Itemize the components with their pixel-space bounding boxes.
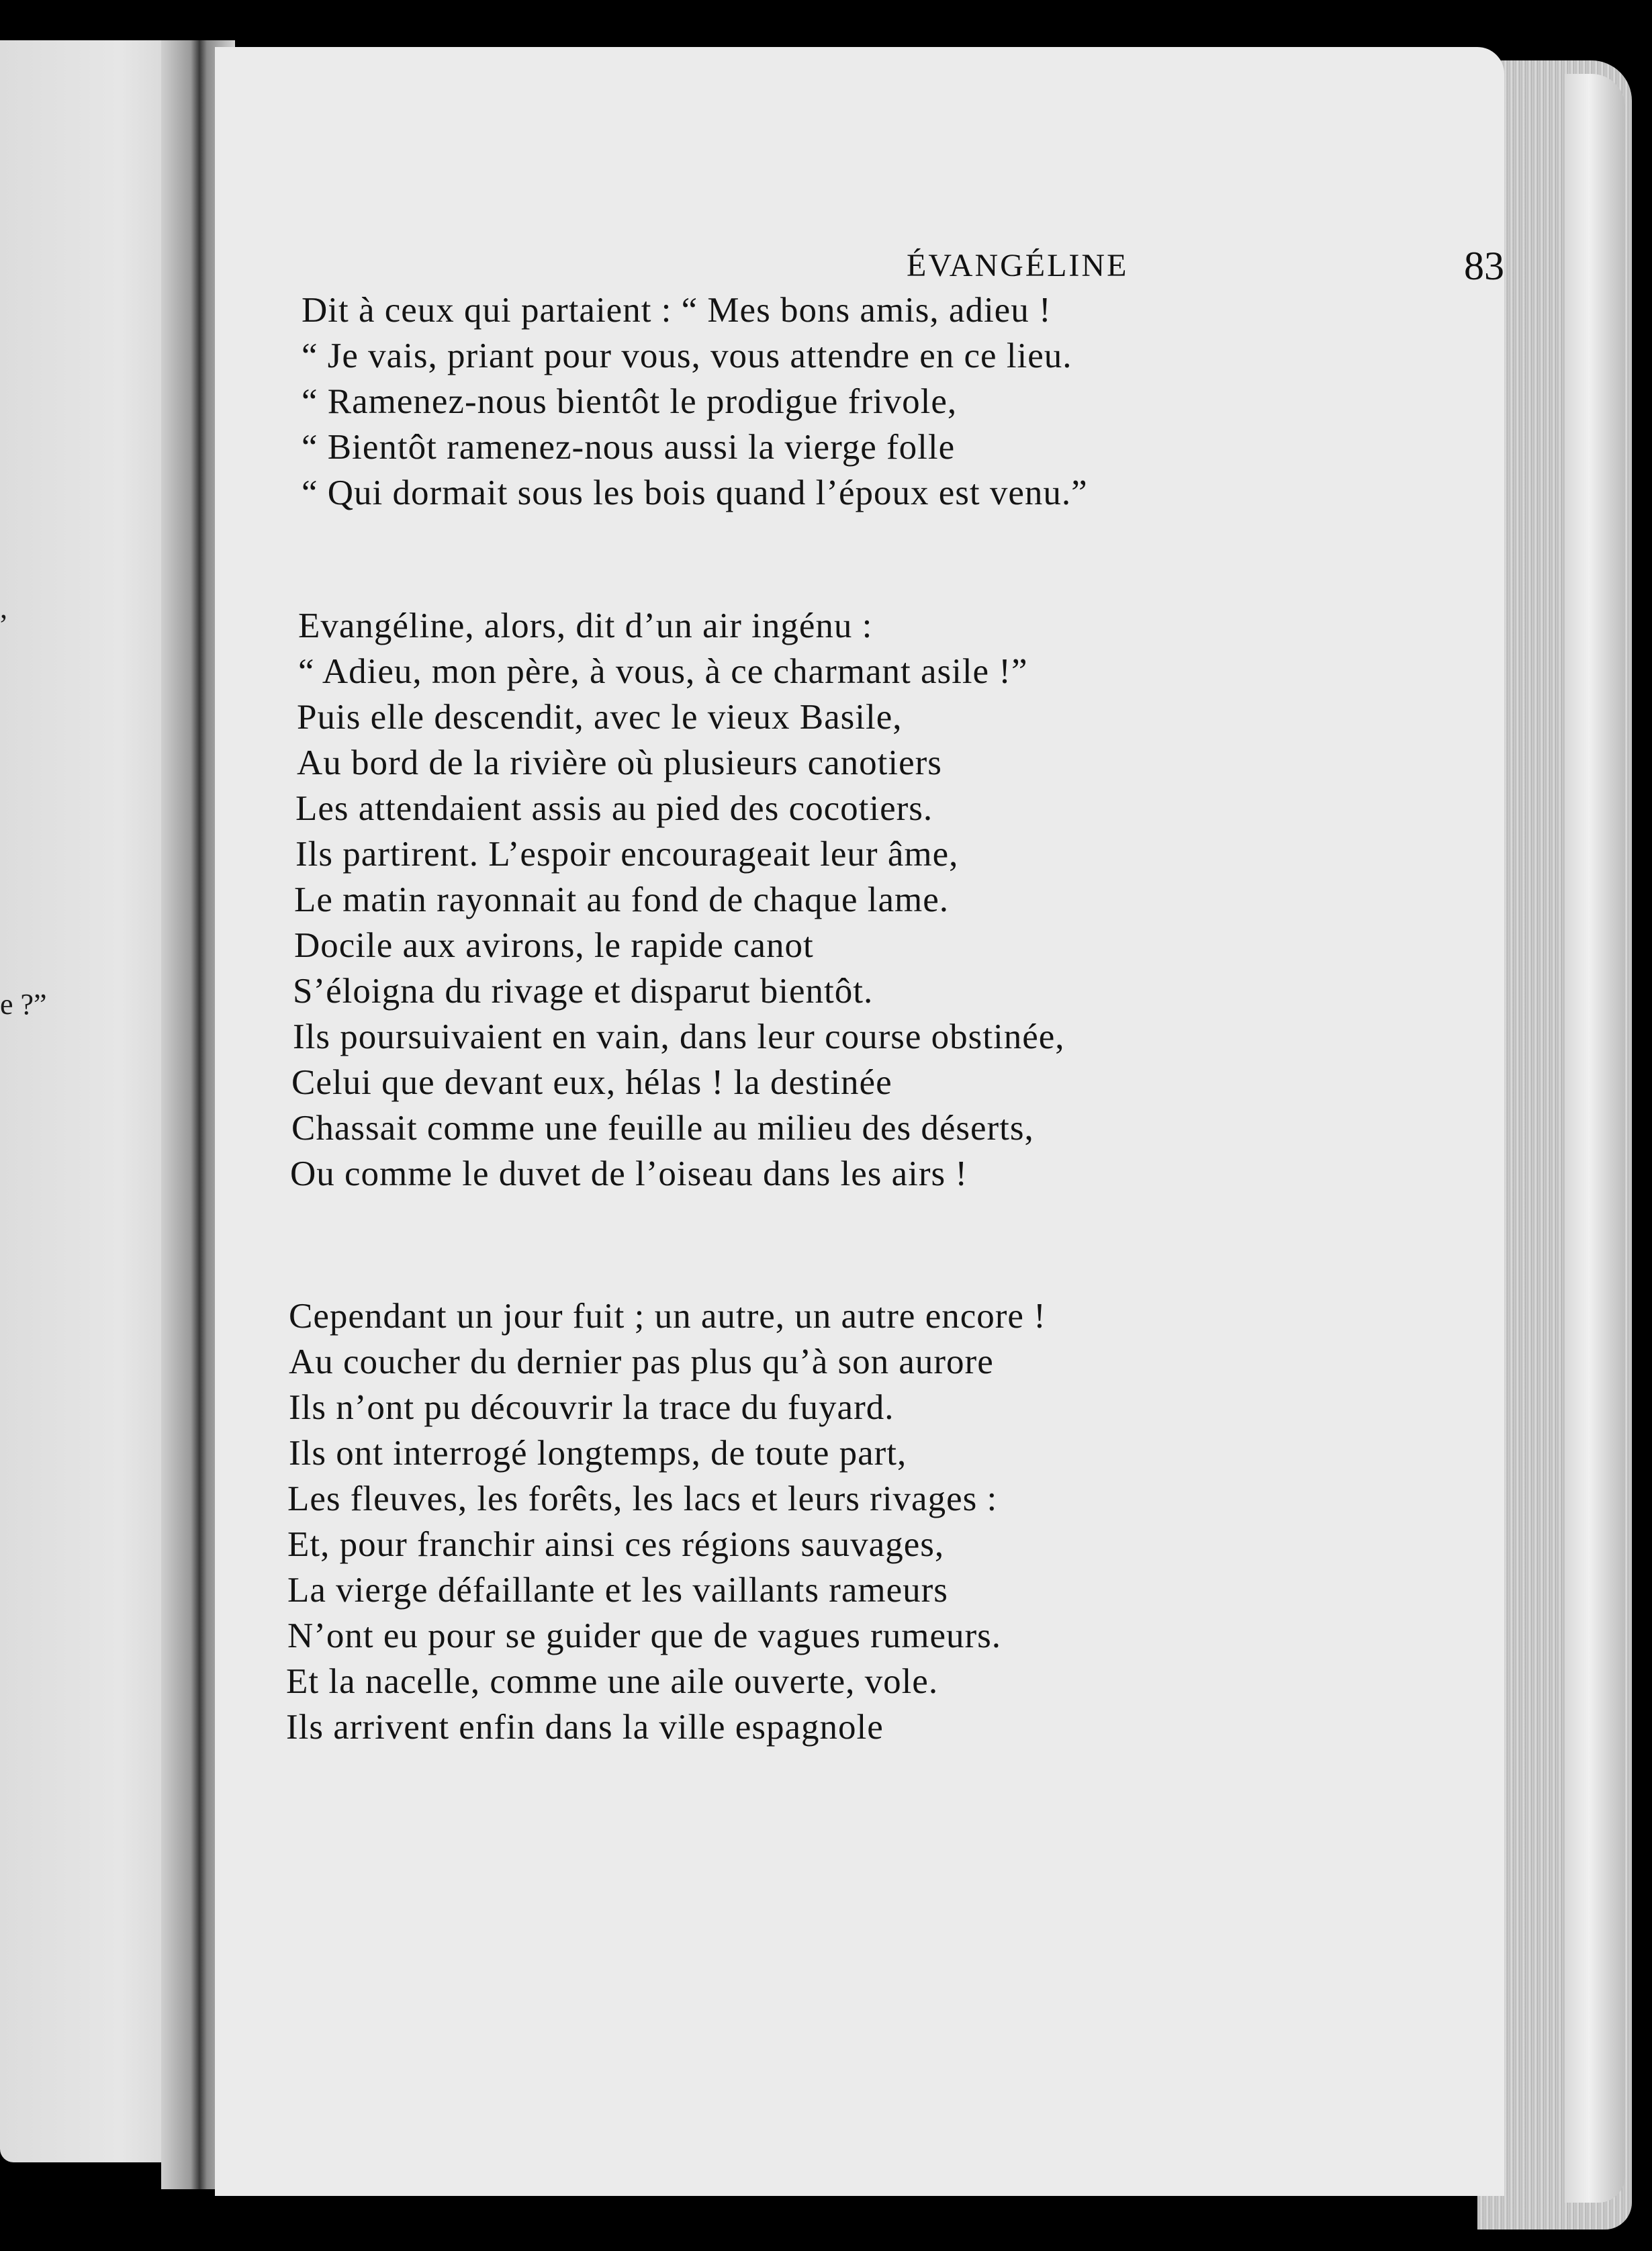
verse-line: “ Bientôt ramenez-nous aussi la vierge folle bbox=[302, 428, 956, 467]
verse-line: Cependant un jour fuit ; un autre, un autre encore ! bbox=[289, 1297, 1046, 1336]
left-page-quote: e ?” bbox=[0, 988, 47, 1021]
verse-line: Chassait comme une feuille au milieu des déserts, bbox=[291, 1109, 1034, 1148]
verse-line: Ils poursuivaient en vain, dans leur course obstinée, bbox=[293, 1017, 1065, 1056]
verse-line: “ Je vais, priant pour vous, vous attendre en ce lieu. bbox=[302, 336, 1072, 375]
verse-line: Celui que devant eux, hélas ! la destinée bbox=[291, 1063, 892, 1102]
verse-line: “ Adieu, mon père, à vous, à ce charmant asile !” bbox=[298, 652, 1028, 691]
verse-line: “ Qui dormait sous les bois quand l’époux est venu.” bbox=[302, 473, 1088, 512]
verse-line: Et, pour franchir ainsi ces régions sauvages, bbox=[287, 1525, 945, 1564]
verse-line: Puis elle descendit, avec le vieux Basile, bbox=[297, 698, 903, 737]
verse-line: Dit à ceux qui partaient : “ Mes bons amis, adieu ! bbox=[302, 291, 1052, 330]
verse-line: Docile aux avirons, le rapide canot bbox=[294, 926, 814, 965]
verse-line: N’ont eu pour se guider que de vagues rumeurs. bbox=[287, 1616, 1002, 1655]
verse-line: Ils arrivent enfin dans la ville espagnole bbox=[286, 1708, 884, 1747]
verse-line: Ou comme le duvet de l’oiseau dans les airs ! bbox=[290, 1154, 968, 1193]
running-title: ÉVANGÉLINE bbox=[907, 248, 1129, 283]
verse-line: Au coucher du dernier pas plus qu’à son aurore bbox=[289, 1342, 994, 1381]
verse-line: Ils n’ont pu découvrir la trace du fuyard. bbox=[289, 1388, 894, 1427]
verse-line: S’éloigna du rivage et disparut bientôt. bbox=[293, 972, 874, 1011]
verse-line: “ Ramenez-nous bientôt le prodigue frivole, bbox=[302, 382, 958, 421]
verse-line: Le matin rayonnait au fond de chaque lame. bbox=[294, 880, 950, 919]
book-page bbox=[215, 47, 1504, 2196]
verse-line: La vierge défaillante et les vaillants rameurs bbox=[287, 1571, 948, 1610]
verse-line: Les attendaient assis au pied des cocotiers. bbox=[295, 789, 933, 828]
left-page-comma: , bbox=[0, 592, 7, 625]
verse-line: Au bord de la rivière où plusieurs canotiers bbox=[297, 743, 942, 782]
page-number: 83 bbox=[1464, 244, 1504, 288]
verse-line: Les fleuves, les forêts, les lacs et leurs rivages : bbox=[287, 1479, 998, 1518]
verse-line: Et la nacelle, comme une aile ouverte, vole. bbox=[286, 1662, 939, 1701]
verse-line: Evangéline, alors, dit d’un air ingénu : bbox=[298, 606, 873, 645]
verse-line: Ils partirent. L’espoir encourageait leur âme, bbox=[295, 835, 959, 874]
verse-line: Ils ont interrogé longtemps, de toute part, bbox=[289, 1434, 907, 1473]
page-edges-outer bbox=[1565, 74, 1625, 2203]
